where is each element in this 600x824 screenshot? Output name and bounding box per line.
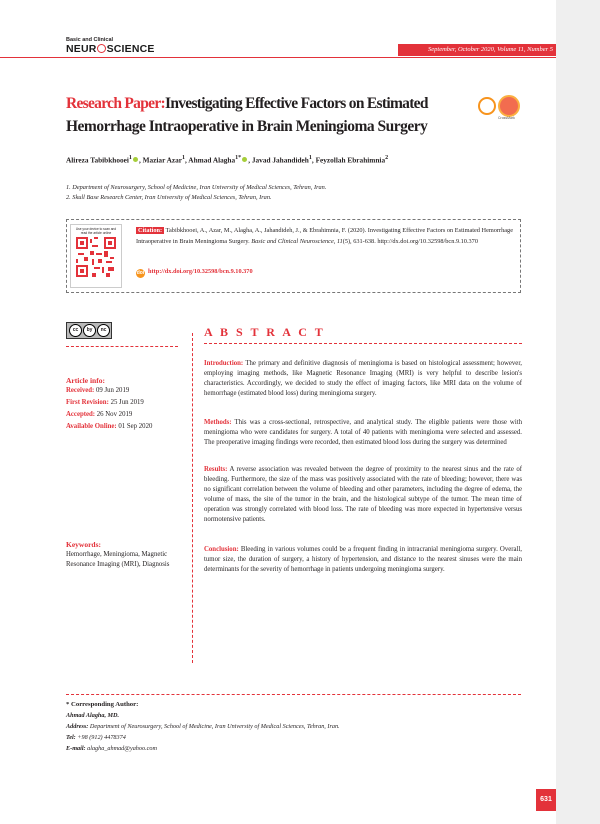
corresponding-name: Ahmad Alagha, MD. <box>66 712 120 719</box>
page-margin-strip <box>556 0 600 824</box>
doi-link[interactable]: doi http://dx.doi.org/10.32598/bcn.9.10.370 <box>136 268 253 276</box>
keywords-heading: Keywords: <box>66 540 101 549</box>
doi-icon: doi <box>136 270 145 276</box>
crossmark-label: CrossMark <box>498 116 515 120</box>
affiliation-1: 1. Department of Neurosurgery, School of Medicine, Iran University of Medical Sciences, Tehran, Iran. <box>66 184 327 191</box>
journal-logo-subtitle: Basic and Clinical <box>66 37 114 43</box>
qr-code-panel[interactable] <box>70 224 122 288</box>
header-rule <box>0 57 556 58</box>
crossmark-icon[interactable] <box>498 95 520 117</box>
author: Feyzollah Ebrahimnia <box>315 155 386 165</box>
abstract-heading: A B S T R A C T <box>204 325 326 339</box>
abstract-divider <box>204 343 522 344</box>
logo-ring-icon <box>97 44 106 53</box>
by-icon: by <box>83 324 96 337</box>
journal-logo: NEUR SCIENCE <box>66 43 155 55</box>
info-available-online: Available Online: 01 Sep 2020 <box>66 423 153 430</box>
article-title-line2: Hemorrhage Intraoperative in Brain Meningioma Surgery <box>66 118 428 135</box>
page-number: 631 <box>536 789 556 811</box>
abstract-introduction: Introduction: The primary and definitive diagnosis of meningioma is based on histological assessment; however, employing imaging methods, like Magnetic Resonance Imaging (MRI) is very helpful to describe lesion's characteristics. Accordingly, we decided to study the effect of imaging factors, like MRI data on the volume of hemorrhage (estimated blood loss) during meningioma surgery. <box>204 360 523 398</box>
info-first-revision: First Revision: 25 Jun 2019 <box>66 399 144 406</box>
citation-label: Citation: <box>138 227 163 234</box>
citation-text: Citation: Tabibkhooei, A., Azar, M., Alagha, A., Jahandideh, J., & Ebrahimnia, F. (2020). Investigating Effective Factors on Estimated Hemorrhage Intraoperative in Brain Meningioma Surgery. Basic and Clinical Neuroscience, 11(5), 631-638. http://dx.doi.org/10.32598/bcn.9.10.370 <box>136 227 513 246</box>
qr-code-icon <box>76 237 116 277</box>
article-info-heading: Article info: <box>66 376 105 385</box>
issue-banner: September, October 2020, Volume 11, Number 5 <box>398 44 556 56</box>
affiliation-2: 2. Skull Base Research Center, Iran University of Medical Sciences, Tehran, Iran. <box>66 194 272 201</box>
corresponding-heading: * Corresponding Author: <box>66 701 139 708</box>
left-divider <box>66 346 178 347</box>
author: Alireza Tabibkhooei <box>66 155 129 165</box>
nc-icon: nc <box>97 324 110 337</box>
author: Javad Jahandideh <box>251 155 309 165</box>
author: Ahmad Alagha <box>188 155 236 165</box>
author-list: Alireza Tabibkhooei$^1$ , Maziar Azar$^1$, Ahmad Alagha$^{1*}$ , Javad Jahandideh$^1$, Feyzollah Ebrahimnia$^2$ <box>66 155 389 165</box>
qr-caption: Use your device to scan and read the article online <box>75 227 117 235</box>
article-title-line1: Research Paper:Investigating Effective Factors on Estimated <box>66 95 428 112</box>
open-access-icon <box>478 97 496 115</box>
abstract-methods: Methods: This was a cross-sectional, retrospective, and analytical study. The eligible patients were those with meningioma who were candidates for surgery. A total of 40 patients with meningioma were selected and assessed. The preoperative imaging findings were recorded, then estimated blood loss during the surgery was determined <box>204 419 522 447</box>
footer-divider <box>66 694 521 695</box>
author: Maziar Azar <box>142 155 182 165</box>
column-divider <box>192 333 193 663</box>
abstract-results: Results: A reverse association was revealed between the degree of proximity to the nearest sinus and the rate of bleeding. Furthermore, the size of the mass was positively associated with the rate of bleeding; however, there was no significant correlation between the volume of bleeding and other parameters, including the degree of edema, the volume of mass, the site of the tumor in the brain, and the histological subtype of the tumor. The mean time of operation was strongly correlated with blood loss. The rate of bleeding was more expected in hypertensive versus normotensive patients. <box>204 466 522 524</box>
corresponding-tel: Tel: +98 (912) 4478374 <box>66 734 126 741</box>
creative-commons-license[interactable] <box>66 322 112 339</box>
orcid-icon[interactable] <box>133 157 138 162</box>
keywords-text: Hemorrhage, Meningioma, Magnetic Resonance Imaging (MRI), Diagnosis <box>66 551 170 568</box>
abstract-conclusion: Conclusion: Bleeding in various volumes could be a frequent finding in intracranial meningioma surgery. Overall, tumor size, the duration of surgery, a history of hypertension, and distance to the nearest sinuses were the main determinants for the severity of hemorrhage in patients undergoing meningioma surgery. <box>204 546 523 574</box>
cc-icon: cc <box>69 324 82 337</box>
info-accepted: Accepted: 26 Nov 2019 <box>66 411 133 418</box>
corresponding-address: Address: Department of Neurosurgery, School of Medicine, Iran University of Medical Sciences, Tehran, Iran. <box>66 723 340 730</box>
info-received: Received: 09 Jun 2019 <box>66 387 130 394</box>
orcid-icon[interactable] <box>242 157 247 162</box>
corresponding-email[interactable]: E-mail: alagha_ahmad@yahoo.com <box>66 745 157 752</box>
